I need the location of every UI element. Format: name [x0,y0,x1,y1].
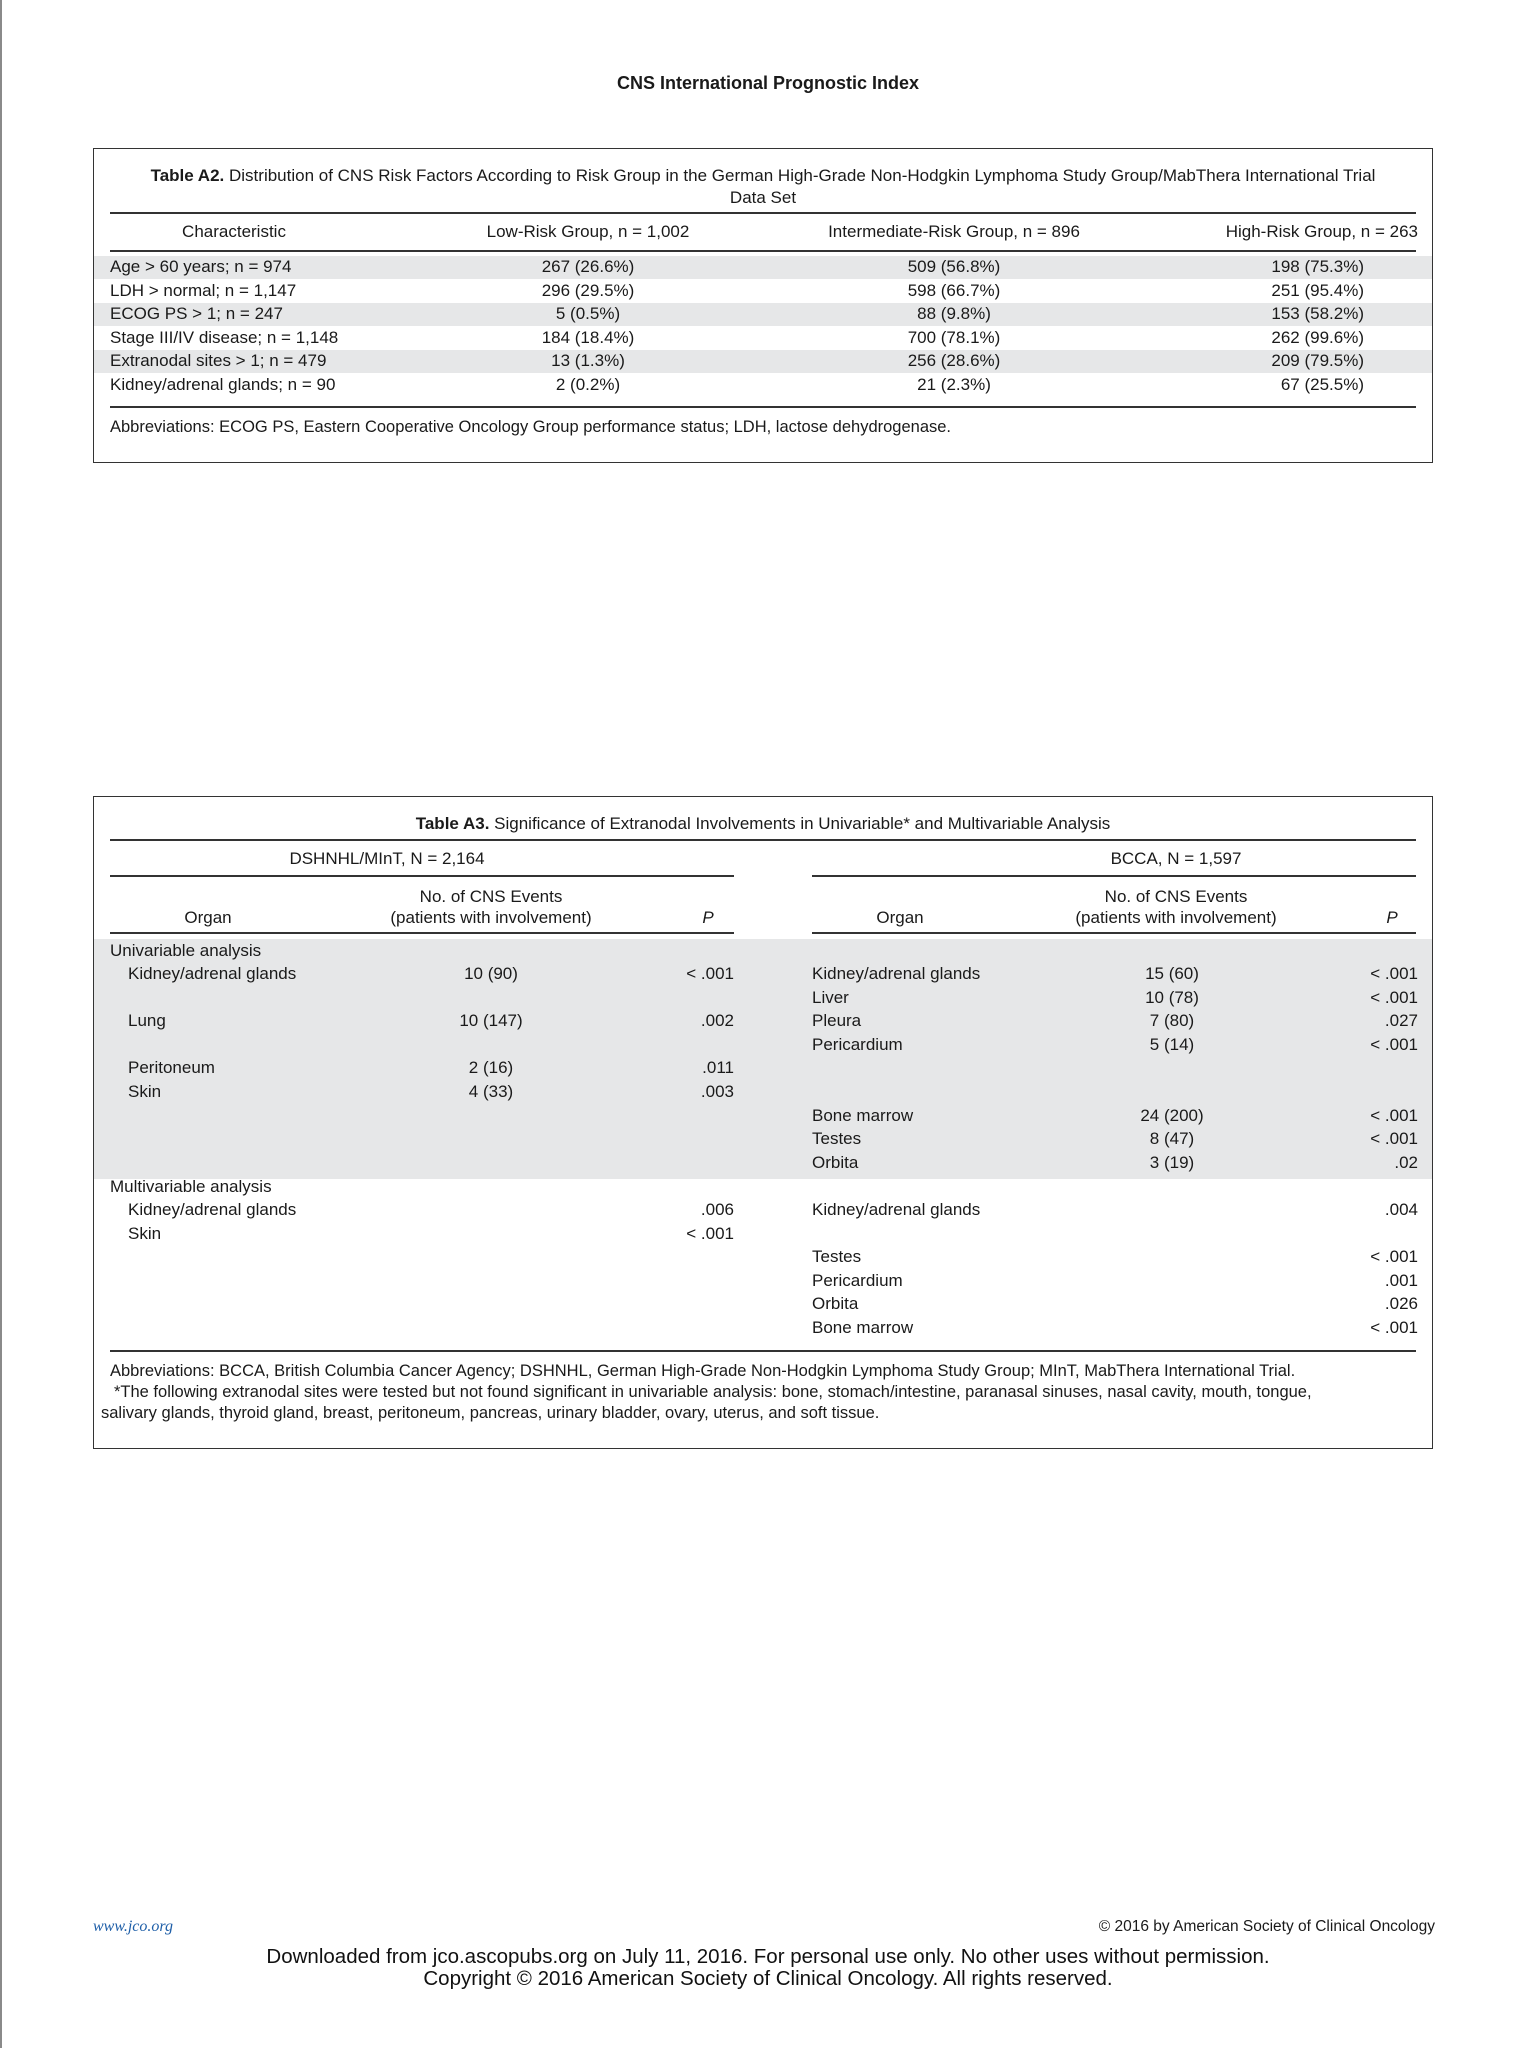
group-rule-left [110,875,734,877]
a2-characteristic: LDH > normal; n = 1,147 [110,280,297,300]
table-a3-label: Table A3. [415,814,490,833]
univariable-right-p: < .001 [1370,964,1418,983]
table-a2-header-rule [110,250,1416,252]
univariable-left-p: .003 [700,1082,734,1101]
multivariable-right-organ: Testes [812,1247,862,1267]
col-p-right: P [1386,908,1398,927]
univariable-left-organ: Kidney/adrenal glands [128,964,297,983]
group-header-dshnhl: DSHNHL/MInT, N = 2,164 [289,849,485,868]
table-a2-bottom-rule [110,406,1416,408]
a2-col-intermediate-risk: Intermediate-Risk Group, n = 896 [828,222,1080,241]
col-events-right-line1: No. of CNS Events [1104,887,1248,906]
a2-intermediate-risk-value: 256 (28.6%) [907,351,1001,371]
table-a3-bottom-rule [110,1350,1416,1352]
a2-low-risk-value: 13 (1.3%) [551,351,625,371]
a2-low-risk-value: 296 (29.5%) [541,280,635,300]
journal-site-link[interactable]: www.jco.org [93,1918,174,1935]
col-organ-right: Organ [876,908,924,927]
multivariable-right-p: .026 [1384,1294,1418,1314]
a2-low-risk-value: 5 (0.5%) [555,304,621,324]
multivariable-left-organ: Kidney/adrenal glands [128,1200,297,1219]
col-header-rule-right [812,932,1416,934]
a2-high-risk-value: 67 (25.5%) [1280,375,1364,394]
download-notice [0,1946,1536,1990]
multivariable-right-p: < .001 [1370,1318,1418,1337]
univariable-left-events: 2 (16) [468,1058,514,1078]
univariable-right-organ: Pericardium [812,1034,903,1054]
multivariable-right-p: .004 [1384,1200,1418,1219]
multivariable-right-organ: Orbita [812,1294,859,1314]
univariable-right-p: < .001 [1370,1034,1418,1054]
table-a2-top-rule [110,212,1416,214]
univariable-right-p: .027 [1384,1011,1418,1031]
table-a2-footnote: Abbreviations: ECOG PS, Eastern Cooperative Oncology Group performance status; LDH, lactose dehydrogenase. [110,418,952,436]
a2-characteristic: Stage III/IV disease; n = 1,148 [110,327,339,347]
a2-high-risk-value: 251 (95.4%) [1271,280,1364,300]
col-organ-left: Organ [184,908,232,927]
multivariable-right-organ: Kidney/adrenal glands [812,1200,981,1219]
a2-low-risk-value: 267 (26.6%) [541,257,635,276]
univariable-right-p: .02 [1394,1152,1418,1172]
univariable-right-p: < .001 [1370,1105,1418,1125]
group-header-bcca: BCCA, N = 1,597 [1110,849,1242,868]
univariable-left-events: 10 (90) [464,964,518,983]
a2-row-shading [94,256,1432,279]
univariable-left-p: < .001 [686,964,734,983]
table-a3-footnote-nonsignificant-cont: salivary glands, thyroid gland, breast, peritoneum, pancreas, urinary bladder, ovary, uterus, and soft tissue. [101,1404,880,1422]
table-a2-label: Table A2. [150,166,225,185]
copyright-notice: © 2016 by American Society of Clinical Oncology [1098,1918,1435,1935]
univariable-right-events: 24 (200) [1140,1105,1204,1125]
univariable-right-events: 15 (60) [1145,964,1199,983]
multivariable-left-p: .006 [700,1200,734,1219]
a2-intermediate-risk-value: 21 (2.3%) [917,375,991,394]
univariable-right-organ: Testes [812,1129,862,1149]
multivariable-left-p: < .001 [686,1223,734,1243]
col-events-left-line1: No. of CNS Events [419,887,563,906]
a2-row-shading [94,303,1432,326]
a2-characteristic: Extranodal sites > 1; n = 479 [110,351,327,371]
running-head: CNS International Prognostic Index [616,73,920,93]
multivariable-left-organ: Skin [128,1223,162,1243]
univariable-right-p: < .001 [1370,987,1418,1007]
a2-col-low-risk: Low-Risk Group, n = 1,002 [486,222,690,241]
univariable-left-organ: Skin [128,1082,162,1101]
a2-characteristic: Age > 60 years; n = 974 [110,257,292,276]
multivariable-right-organ: Bone marrow [812,1318,914,1337]
univariable-right-organ: Bone marrow [812,1105,914,1125]
table-a2-caption [110,165,1416,209]
univariable-right-organ: Kidney/adrenal glands [812,964,981,983]
a2-intermediate-risk-value: 509 (56.8%) [907,257,1001,276]
group-rule-right [812,875,1416,877]
a2-col-high-risk: High-Risk Group, n = 263 [1225,222,1418,241]
univariable-left-events: 4 (33) [468,1082,514,1101]
a2-high-risk-value: 262 (99.6%) [1271,327,1364,347]
univariable-left-organ: Lung [128,1011,166,1031]
a2-high-risk-value: 209 (79.5%) [1271,351,1364,371]
table-a3-footnote-abbreviations: Abbreviations: BCCA, British Columbia Cancer Agency; DSHNHL, German High-Grade Non-Hodgkin Lymphoma Study Group; MInT, MabThera International Trial. [110,1362,1296,1380]
a2-intermediate-risk-value: 700 (78.1%) [907,327,1001,347]
univariable-right-events: 3 (19) [1149,1152,1195,1172]
univariable-right-events: 8 (47) [1149,1129,1195,1149]
univariable-right-events: 7 (80) [1149,1011,1195,1031]
table-a3-footnote-nonsignificant: *The following extranodal sites were tested but not found significant in univariable analysis: bone, stomach/intestine, paranasal sinuses, nasal cavity, mouth, tongue, [114,1383,1312,1401]
univariable-right-events: 10 (78) [1145,987,1199,1007]
univariable-right-p: < .001 [1370,1129,1418,1149]
univariable-left-organ: Peritoneum [128,1058,215,1078]
univariable-right-organ: Pleura [812,1011,862,1031]
download-notice-line2: Copyright © 2016 American Society of Clinical Oncology. All rights reserved. [423,1967,1113,1990]
univariable-right-organ: Liver [812,987,849,1007]
a2-intermediate-risk-value: 88 (9.8%) [917,304,991,324]
univariable-right-organ: Orbita [812,1152,859,1172]
col-events-right-line2: (patients with involvement) [1075,908,1277,927]
univariable-left-p: .011 [702,1058,734,1078]
section-univariable: Univariable analysis [110,941,262,960]
table-a3-title: Significance of Extranodal Involvements in Univariable* and Multivariable Analysis [494,814,1111,833]
a2-high-risk-value: 153 (58.2%) [1271,304,1364,324]
download-notice-line1: Downloaded from jco.ascopubs.org on July 11, 2016. For personal use only. No other uses without permission. [266,1945,1270,1968]
col-p-left: P [702,908,714,927]
a2-characteristic: Kidney/adrenal glands; n = 90 [110,375,336,394]
table-a3-top-rule [110,839,1416,841]
multivariable-right-p: < .001 [1370,1247,1418,1267]
a2-low-risk-value: 2 (0.2%) [555,375,621,394]
table-a2 [93,148,1433,463]
table-a2-title-line2: Data Set [729,188,797,207]
a2-low-risk-value: 184 (18.4%) [541,327,635,347]
a2-high-risk-value: 198 (75.3%) [1271,257,1364,276]
multivariable-right-organ: Pericardium [812,1270,903,1290]
univariable-left-p: .002 [700,1011,734,1031]
univariable-right-events: 5 (14) [1149,1034,1195,1054]
a2-col-characteristic: Characteristic [182,222,286,241]
col-header-rule-left [110,932,734,934]
a2-intermediate-risk-value: 598 (66.7%) [907,280,1001,300]
table-a3-caption [110,813,1416,835]
page-left-edge [0,0,2,2048]
table-a2-title-line1: Distribution of CNS Risk Factors According to Risk Group in the German High-Grade Non-Hodgkin Lymphoma Study Group/MabThera International Trial [229,166,1376,185]
table-a3 [93,796,1433,1449]
multivariable-right-p: .001 [1384,1270,1418,1290]
a2-characteristic: ECOG PS > 1; n = 247 [110,304,283,324]
univariable-left-events: 10 (147) [459,1011,523,1031]
col-events-left-line2: (patients with involvement) [390,908,592,927]
section-multivariable: Multivariable analysis [110,1177,272,1196]
